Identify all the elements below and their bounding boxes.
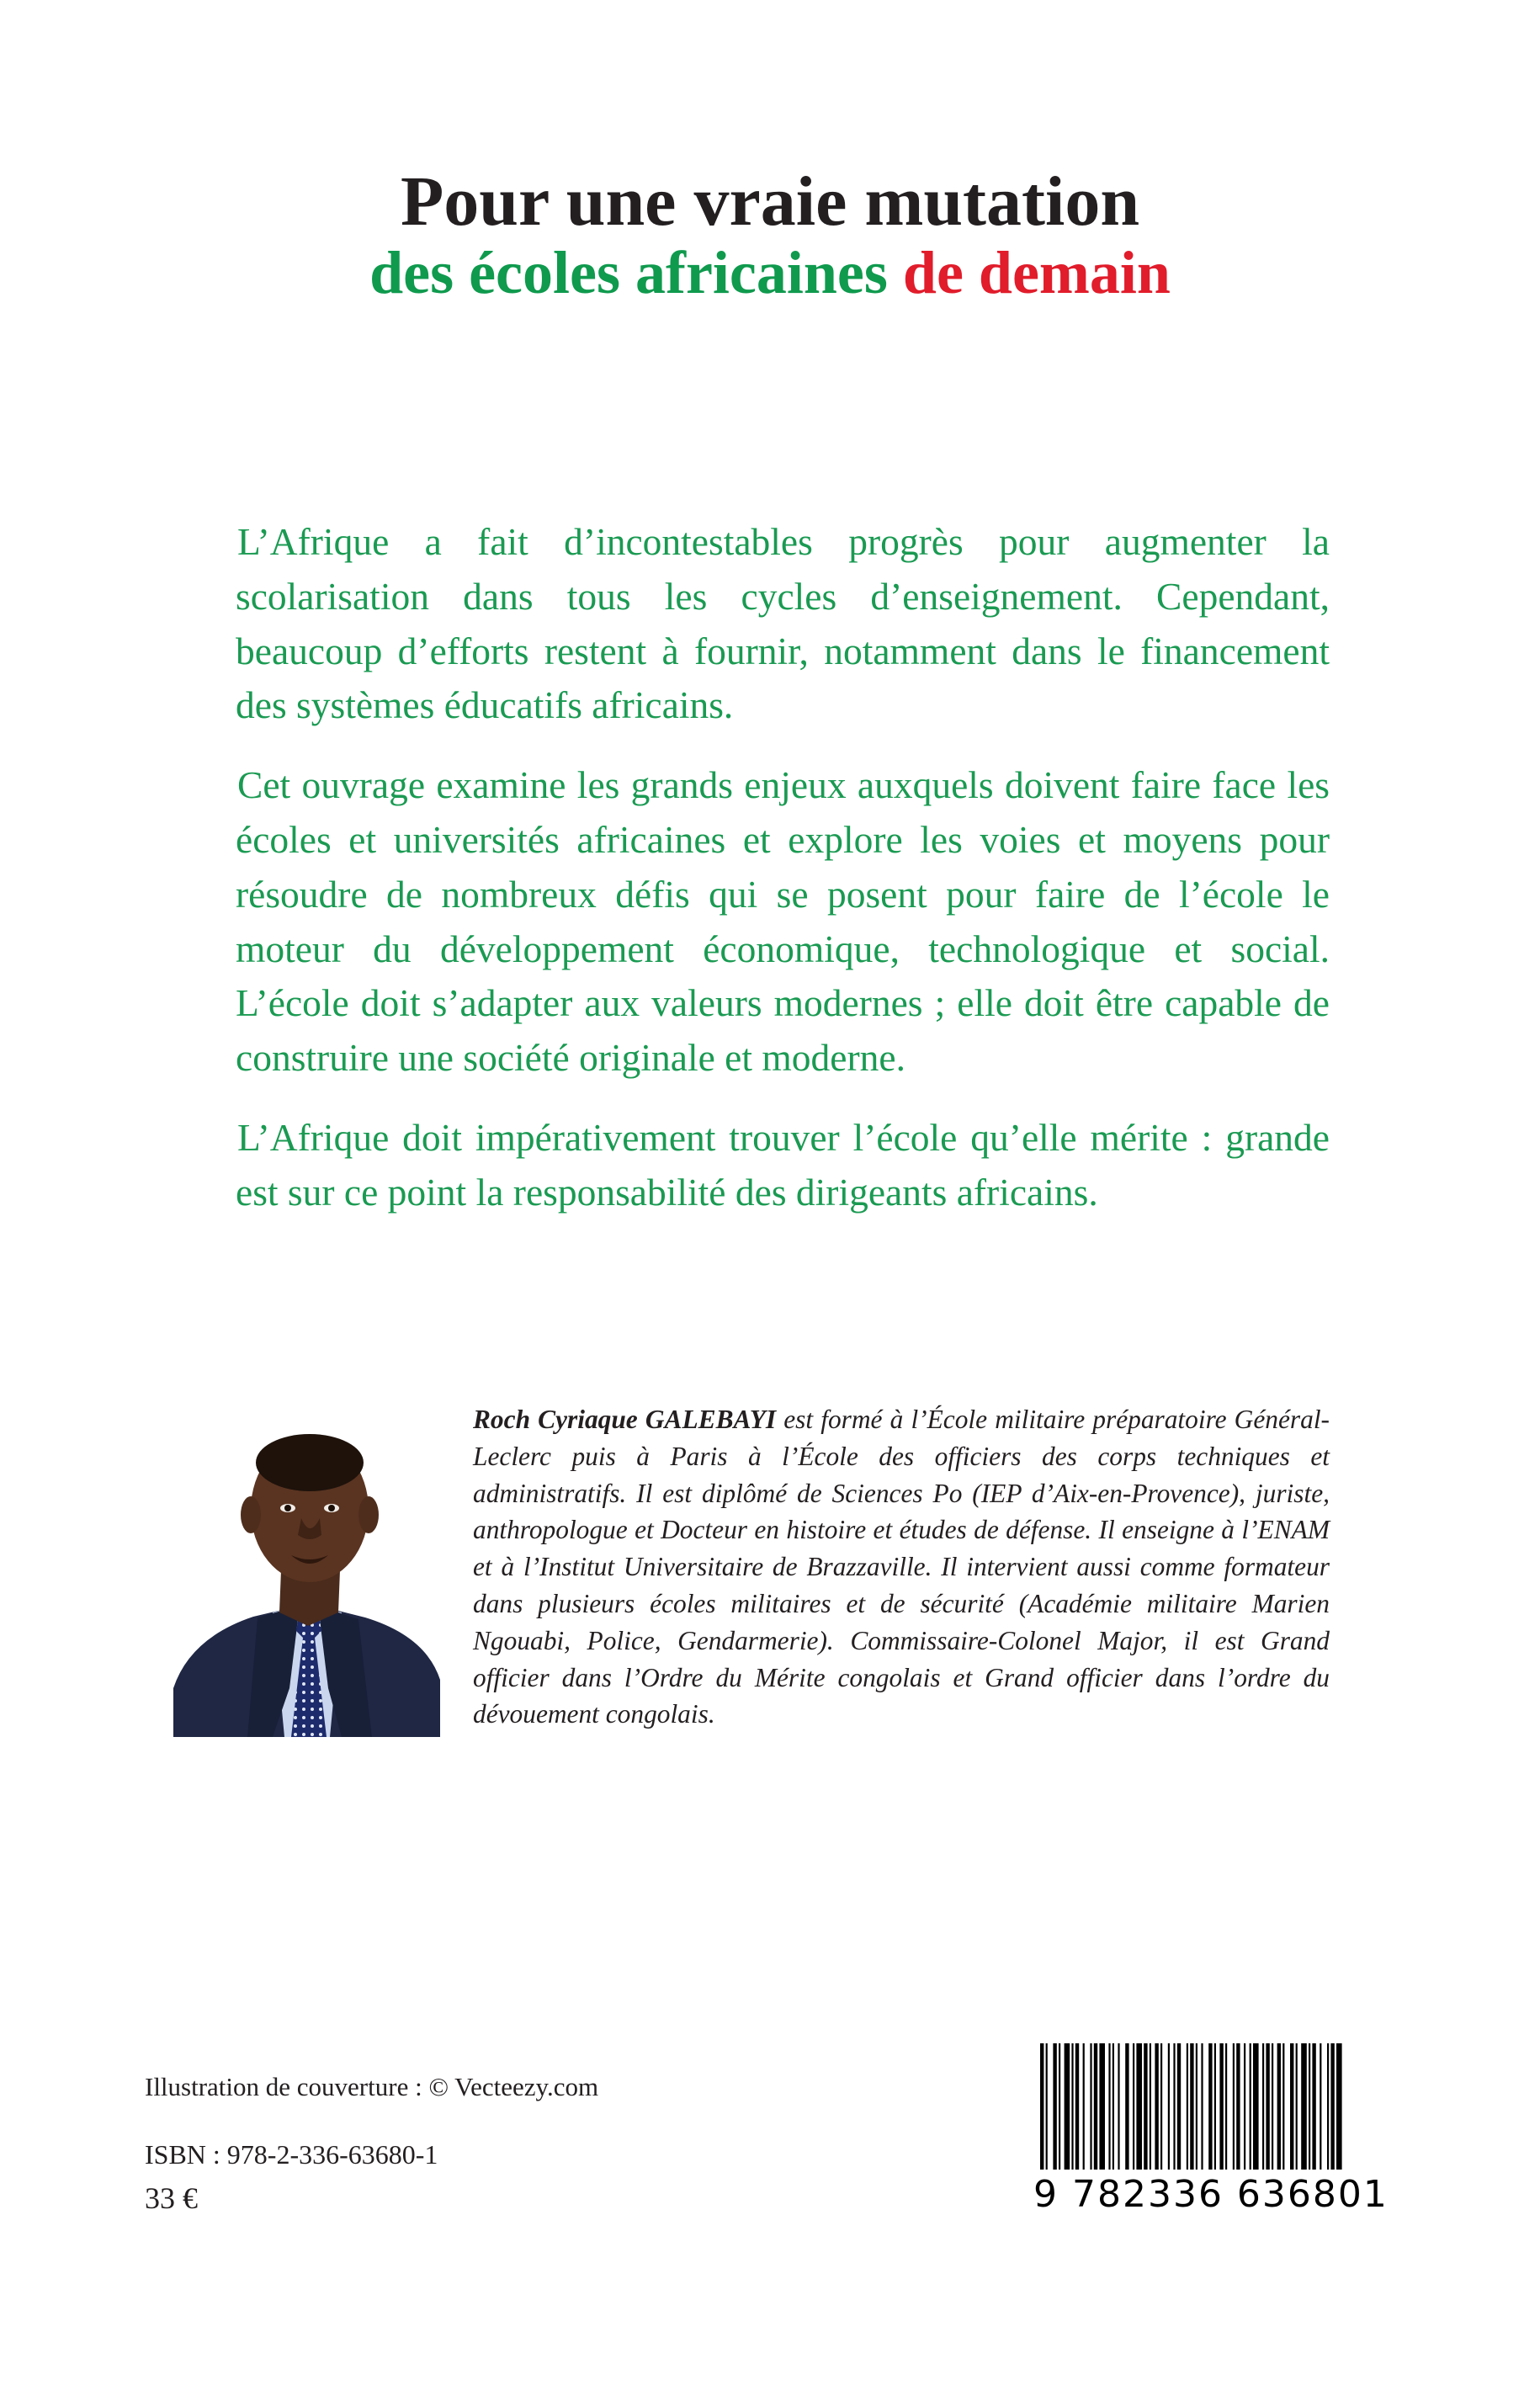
price: 33 €: [145, 2181, 198, 2215]
barcode-bar: [1177, 2043, 1181, 2170]
barcode-bar: [1327, 2043, 1329, 2170]
cover-credit: Illustration de couverture : © Vecteezy.com: [145, 2072, 599, 2101]
barcode-bar: [1309, 2043, 1310, 2170]
title-green-part: des écoles africaines: [369, 239, 888, 306]
barcode-bar: [1336, 2043, 1342, 2170]
barcode-bar: [1150, 2043, 1151, 2170]
barcode-bar: [1253, 2043, 1259, 2170]
barcode-bar: [1250, 2043, 1251, 2170]
barcode-bar: [1320, 2043, 1321, 2170]
barcode-bar: [1113, 2043, 1114, 2170]
barcode-bar: [1075, 2043, 1079, 2170]
barcode-bar: [1099, 2043, 1105, 2170]
barcode-bar: [1296, 2043, 1298, 2170]
blurb-paragraph: Cet ouvrage examine les grands enjeux auxquels doivent faire face les écoles et universités africaines et explore les voies et moyens pour résoudre de nombreux défis qui se posent pour faire de l’école le moteur du développement économique, technologique et social. L’école doit s’adapter aux valeurs modernes ; elle doit être capable de construire une société originale et moderne.: [236, 763, 1330, 1080]
barcode-bar: [1133, 2043, 1134, 2170]
barcode-bar: [1173, 2043, 1175, 2170]
barcode-bar: [1160, 2043, 1162, 2170]
barcode-bar: [1282, 2043, 1284, 2170]
barcode-bar: [1330, 2043, 1334, 2170]
title-red-part: de demain: [902, 239, 1171, 306]
barcode-bar: [1244, 2043, 1245, 2170]
barcode-bar: [1053, 2043, 1056, 2170]
barcode-bar: [1266, 2043, 1269, 2170]
author-bio-text: est formé à l’École militaire préparatoire Général-Leclerc puis à Paris à l’École des officiers des corps techniques et administratifs. Il est diplômé de Sciences Po (IEP d’Aix-en-Provence), juriste, anthropologue et Docteur en histoire et études de défense. Il enseigne à l’ENAM et à l’Institut Universitaire de Brazzaville. Il intervient aussi comme formateur dans plusieurs écoles militaires et de sécurité (Académie militaire Marien Ngouabi, Police, Gendarmerie). Commissaire-Colonel Major, il est Grand officier dans l’Ordre du Mérite congolais et Grand officier dans l’ordre du dévouement congolais.: [473, 1405, 1330, 1729]
barcode-bar: [1301, 2043, 1307, 2170]
barcode-bar: [1225, 2043, 1227, 2170]
barcode-bar: [1196, 2043, 1197, 2170]
barcode-bar: [1108, 2043, 1110, 2170]
author-portrait-illustration: [173, 1410, 440, 1737]
barcode-bar: [1118, 2043, 1119, 2170]
barcode-bar: [1136, 2043, 1142, 2170]
author-photo: [173, 1410, 440, 1737]
barcode-bar: [1312, 2043, 1315, 2170]
barcode-bar: [1290, 2043, 1293, 2170]
barcode-bar: [1125, 2043, 1128, 2170]
barcode-bar: [1083, 2043, 1085, 2170]
barcode-bar: [1155, 2043, 1158, 2170]
blurb-paragraph: L’Afrique doit impérativement trouver l’école qu’elle mérite : grande est sur ce point la responsabilité des dirigeants africains.: [236, 1115, 1330, 1214]
barcode-bar: [1187, 2043, 1188, 2170]
title-line-2: [0, 236, 1540, 310]
barcode-bar: [1046, 2043, 1048, 2170]
author-bio: [473, 1401, 1330, 1733]
isbn: ISBN : 978-2-336-63680-1: [145, 2139, 438, 2170]
barcode-bar: [1233, 2043, 1235, 2170]
barcode-bar: [1262, 2043, 1264, 2170]
barcode-bar: [1090, 2043, 1091, 2170]
barcode-digits: 9 782336 636801: [1033, 2173, 1389, 2216]
barcode-bar: [1040, 2043, 1043, 2170]
barcode-bar: [1201, 2043, 1203, 2170]
barcode-bar: [1277, 2043, 1281, 2170]
barcode-bar: [1219, 2043, 1223, 2170]
author-name: Roch Cyriaque GALEBAYI: [473, 1405, 777, 1434]
barcode-bar: [1144, 2043, 1147, 2170]
barcode-bar: [1214, 2043, 1216, 2170]
blurb-paragraph: L’Afrique a fait d’incontestables progrès pour augmenter la scolarisation dans tous les cycles d’enseignement. Cependant, beaucoup d’efforts restent à fournir, notamment dans le financement des systèmes éducatifs africains.: [236, 520, 1330, 727]
barcode-bar: [1208, 2043, 1212, 2170]
barcode-bar: [1168, 2043, 1170, 2170]
barcode-bar: [1094, 2043, 1097, 2170]
back-cover-blurb: [236, 515, 1330, 1246]
barcode-bar: [1272, 2043, 1273, 2170]
title-line-1: Pour une vraie mutation: [400, 162, 1140, 241]
barcode-bar: [1071, 2043, 1073, 2170]
barcode-bar: [1236, 2043, 1240, 2170]
barcode-bar: [1059, 2043, 1060, 2170]
barcode-bar: [1190, 2043, 1193, 2170]
barcode-bar: [1065, 2043, 1070, 2170]
